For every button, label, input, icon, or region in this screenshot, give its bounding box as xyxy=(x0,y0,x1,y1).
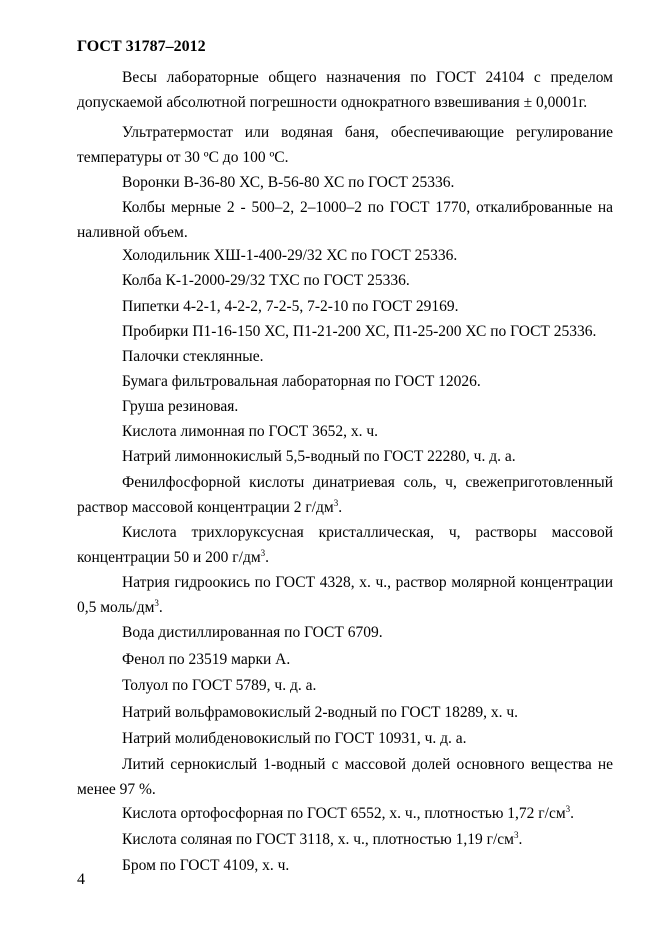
paragraph: Натрий молибденовокислый по ГОСТ 10931, ч. д. а. xyxy=(122,730,467,747)
paragraph: Натрия гидроокись по ГОСТ 4328, х. ч., раствор молярной концентрации 0,5 моль/$дм^3$. xyxy=(77,574,613,616)
paragraph: Кислота соляная по ГОСТ 3118, х. ч., плотностью 1,19 $г/см^3$. xyxy=(122,829,523,848)
page-number: 4 xyxy=(77,871,85,888)
paragraph: Бром по ГОСТ 4109, х. ч. xyxy=(122,857,290,874)
paragraph: Натрий лимоннокислый 5,5-водный по ГОСТ 22280, ч. д. а. xyxy=(122,448,516,465)
paragraph: Бумага фильтровальная лабораторная по ГОСТ 12026. xyxy=(122,373,481,390)
paragraph: Груша резиновая. xyxy=(122,398,239,415)
paragraph: Литий сернокислый 1-водный с массовой долей основного вещества не менее 97 %. xyxy=(77,756,613,798)
paragraph: Колба К-1-2000-29/32 ТХС по ГОСТ 25336. xyxy=(122,272,410,289)
paragraph: Натрий вольфрамовокислый 2-водный по ГОСТ 18289, х. ч. xyxy=(122,704,519,721)
paragraph: Ультратермостат или водяная баня, обеспечивающие регулирование температуры от 30 ºС до 100 ºС. xyxy=(77,124,613,166)
paragraph: Холодильник ХШ-1-400-29/32 ХС по ГОСТ 25336. xyxy=(122,247,458,264)
paragraph: Фенол по 23519 марки А. xyxy=(122,651,291,668)
paragraph: Вода дистиллированная по ГОСТ 6709. xyxy=(122,624,383,641)
paragraph: Пипетки 4-2-1, 4-2-2, 7-2-5, 7-2-10 по ГОСТ 29169. xyxy=(122,298,459,315)
paragraph: Пробирки П1-16-150 ХС, П1-21-200 ХС, П1-25-200 ХС по ГОСТ 25336. xyxy=(122,323,597,340)
paragraph: Колбы мерные 2 - 500–2, 2–1000–2 по ГОСТ 1770, откалиброванные на наливной объем. xyxy=(77,199,613,241)
paragraph: Фенилфосфорной кислоты динатриевая соль, ч, свежеприготовленный раствор массовой концентрации 2 $г/дм^3$. xyxy=(77,474,613,516)
paragraph: Кислота лимонная по ГОСТ 3652, х. ч. xyxy=(122,423,379,440)
paragraph: Кислота ортофосфорная по ГОСТ 6552, х. ч., плотностью 1,72 $г/см^3$. xyxy=(122,803,575,822)
paragraph: Воронки В-36-80 ХС, В-56-80 ХС по ГОСТ 25336. xyxy=(122,174,455,191)
paragraph: Кислота трихлоруксусная кристаллическая, ч, растворы массовой концентрации 50 и 200 $г/дм^3$. xyxy=(77,524,613,566)
paragraph: Палочки стеклянные. xyxy=(122,348,264,365)
document-header: ГОСТ 31787–2012 xyxy=(77,38,206,55)
paragraph: Весы лабораторные общего назначения по ГОСТ 24104 с пределом допускаемой абсолютной погрешности однократного взвешивания ± 0,0001г. xyxy=(77,69,613,111)
paragraph: Толуол по ГОСТ 5789, ч. д. а. xyxy=(122,677,317,694)
